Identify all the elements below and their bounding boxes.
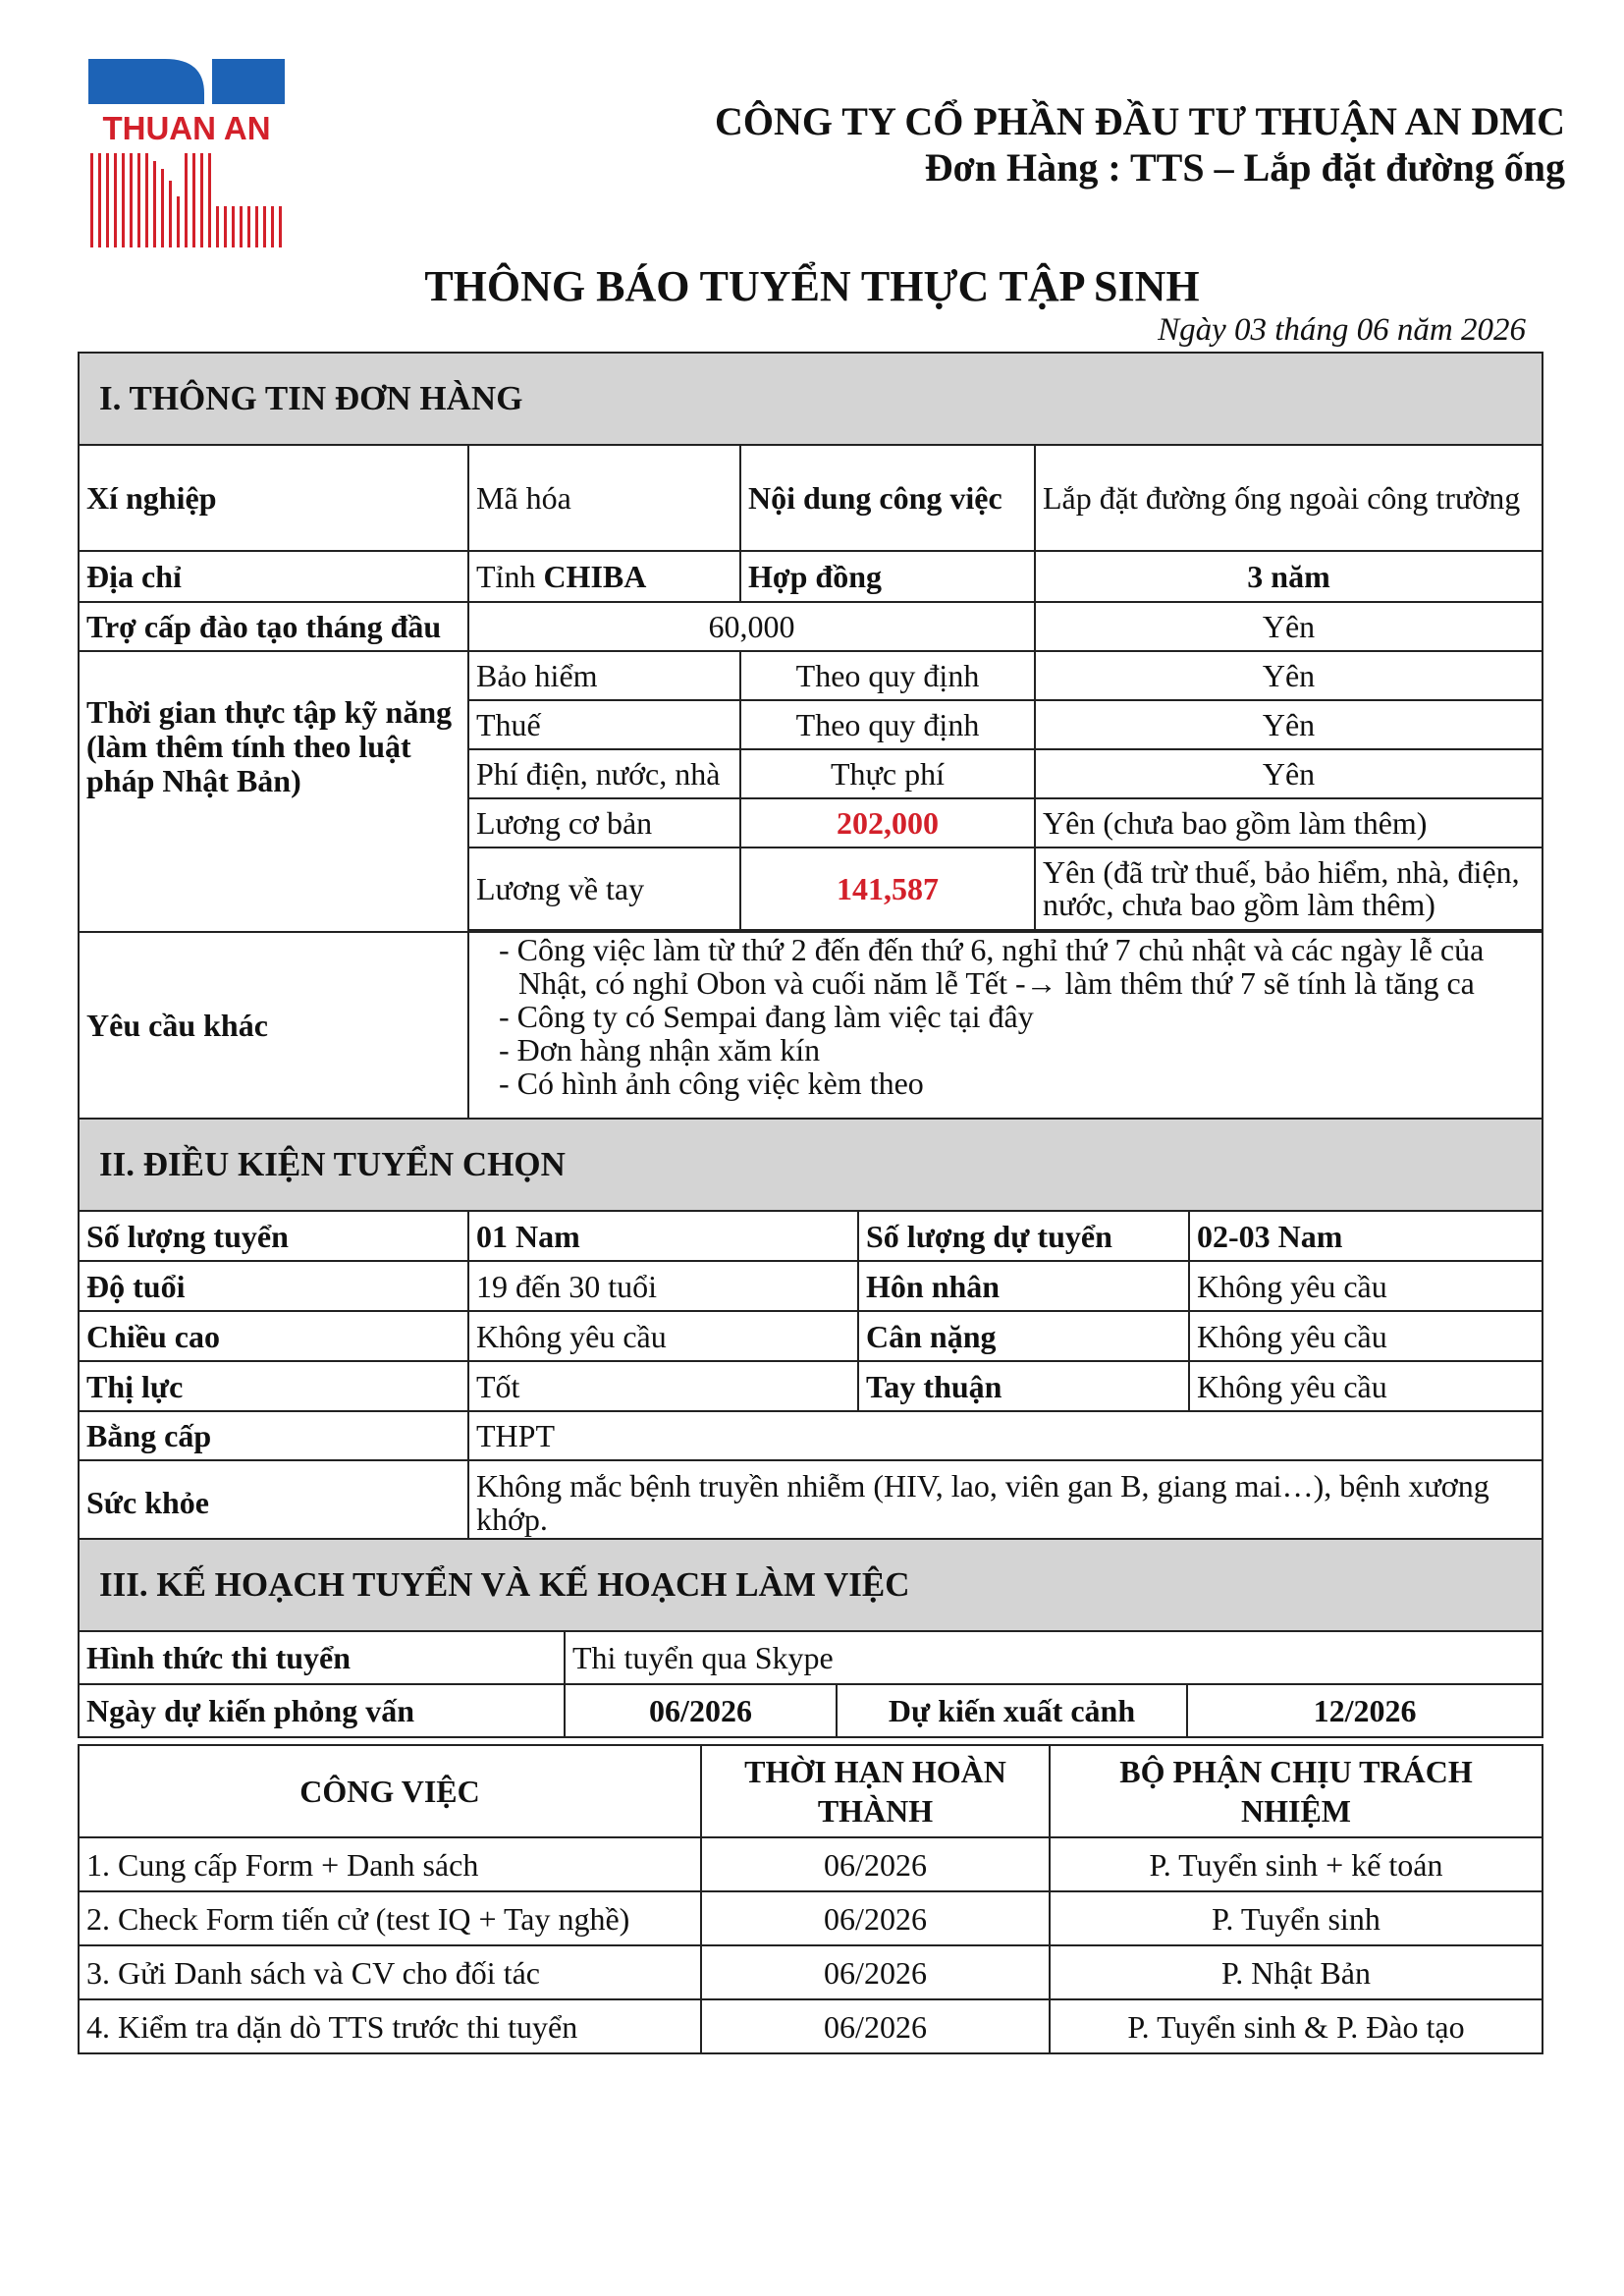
criteria-label: Số lượng tuyển: [79, 1211, 468, 1261]
criteria-label: Số lượng dự tuyển: [858, 1211, 1189, 1261]
net-salary-label: Lương về tay: [468, 847, 740, 930]
base-salary-value: 202,000: [740, 798, 1035, 847]
criteria-value: Không yêu cầu: [468, 1311, 858, 1361]
task-department: P. Nhật Bản: [1050, 1945, 1543, 1999]
column-header: CÔNG VIỆC: [79, 1745, 701, 1837]
cost-unit: Yên: [1035, 651, 1543, 700]
cost-value: Theo quy định: [740, 700, 1035, 749]
task-deadline: 06/2026: [701, 1837, 1050, 1891]
section-heading: III. KẾ HOẠCH TUYỂN VÀ KẾ HOẠCH LÀM VIỆC: [79, 1539, 1543, 1631]
address-value: CHIBA: [543, 559, 647, 594]
svg-text:THUAN AN: THUAN AN: [102, 110, 271, 146]
task-name: 3. Gửi Danh sách và CV cho đối tác: [79, 1945, 701, 1999]
base-salary-note: Yên (chưa bao gồm làm thêm): [1035, 798, 1543, 847]
cost-unit: Yên: [1035, 700, 1543, 749]
section-heading: I. THÔNG TIN ĐƠN HÀNG: [79, 353, 1543, 445]
table-row: [79, 1999, 1543, 2053]
criteria-label: Thị lực: [79, 1361, 468, 1411]
address-prefix: Tỉnh: [476, 559, 544, 594]
enterprise-label: Xí nghiệp: [79, 445, 468, 551]
degree-label: Bằng cấp: [79, 1411, 468, 1460]
document-title: THÔNG BÁO TUYỂN THỰC TẬP SINH: [424, 262, 1200, 310]
task-deadline: 06/2026: [701, 1891, 1050, 1945]
criteria-label: Cân nặng: [858, 1311, 1189, 1361]
criteria-value: Không yêu cầu: [1189, 1311, 1543, 1361]
enterprise-value: Mã hóa: [468, 445, 740, 551]
exam-form-value: Thi tuyển qua Skype: [565, 1631, 1543, 1684]
allowance-value: 60,000: [468, 602, 1035, 651]
order-info-table: [78, 352, 1543, 1120]
cost-value: Theo quy định: [740, 651, 1035, 700]
task-deadline: 06/2026: [701, 1999, 1050, 2053]
departure-label: Dự kiến xuất cảnh: [837, 1684, 1187, 1737]
interview-value: 06/2026: [565, 1684, 837, 1737]
document-date: Ngày 03 tháng 06 năm 2026: [1158, 312, 1526, 348]
table-row: [79, 1891, 1543, 1945]
table-row: [79, 1945, 1543, 1999]
interview-label: Ngày dự kiến phỏng vấn: [79, 1684, 565, 1737]
cost-label: Bảo hiểm: [468, 651, 740, 700]
allowance-unit: Yên: [1035, 602, 1543, 651]
base-salary-label: Lương cơ bản: [468, 798, 740, 847]
allowance-label: Trợ cấp đào tạo tháng đầu: [79, 602, 468, 651]
company-header: [715, 98, 1565, 191]
selection-criteria-table: [78, 1118, 1543, 1546]
task-name: 2. Check Form tiến cử (test IQ + Tay nghề): [79, 1891, 701, 1945]
task-table: [78, 1744, 1543, 2054]
period-label: Thời gian thực tập kỹ năng (làm thêm tính theo luật pháp Nhật Bản): [79, 651, 468, 932]
task-department: P. Tuyển sinh: [1050, 1891, 1543, 1945]
job-value: Lắp đặt đường ống ngoài công trường: [1035, 445, 1543, 551]
criteria-label: Độ tuổi: [79, 1261, 468, 1311]
task-department: P. Tuyển sinh & P. Đào tạo: [1050, 1999, 1543, 2053]
contract-label: Hợp đồng: [740, 551, 1035, 602]
address-cell: [468, 551, 740, 602]
departure-value: 12/2026: [1187, 1684, 1543, 1737]
task-department: P. Tuyển sinh + kế toán: [1050, 1837, 1543, 1891]
column-header: BỘ PHẬN CHỊU TRÁCH NHIỆM: [1050, 1745, 1543, 1837]
cost-label: Thuế: [468, 700, 740, 749]
criteria-value: 02-03 Nam: [1189, 1211, 1543, 1261]
health-label: Sức khỏe: [79, 1460, 468, 1545]
cost-unit: Yên: [1035, 749, 1543, 798]
list-item: - Công ty có Sempai đang làm việc tại đây: [479, 1000, 1542, 1033]
job-label: Nội dung công việc: [740, 445, 1035, 551]
criteria-value: Tốt: [468, 1361, 858, 1411]
plan-table: [78, 1538, 1543, 1738]
task-name: 4. Kiểm tra dặn dò TTS trước thi tuyển: [79, 1999, 701, 2053]
company-logo: [88, 59, 285, 247]
table-row: [79, 1837, 1543, 1891]
exam-form-label: Hình thức thi tuyển: [79, 1631, 565, 1684]
health-value: Không mắc bệnh truyền nhiễm (HIV, lao, viên gan B, giang mai…), bệnh xương khớp.: [468, 1460, 1543, 1545]
criteria-value: Không yêu cầu: [1189, 1261, 1543, 1311]
address-label: Địa chỉ: [79, 551, 468, 602]
criteria-label: Hôn nhân: [858, 1261, 1189, 1311]
company-name: CÔNG TY CỔ PHẦN ĐẦU TƯ THUẬN AN DMC: [715, 99, 1565, 143]
section-heading: II. ĐIỀU KIỆN TUYỂN CHỌN: [79, 1119, 1543, 1211]
criteria-value: 19 đến 30 tuổi: [468, 1261, 858, 1311]
contract-value: 3 năm: [1035, 551, 1543, 602]
cost-label: Phí điện, nước, nhà: [468, 749, 740, 798]
net-salary-note: Yên (đã trừ thuế, bảo hiểm, nhà, điện, nước, chưa bao gồm làm thêm): [1035, 847, 1543, 930]
list-item: - Công việc làm từ thứ 2 đến đến thứ 6, nghỉ thứ 7 chủ nhật và các ngày lễ của Nhật, có nghỉ Obon và cuối năm lễ Tết -→ làm thêm thứ 7 sẽ tính là tăng ca: [479, 933, 1542, 1000]
cost-value: Thực phí: [740, 749, 1035, 798]
list-item: - Có hình ảnh công việc kèm theo: [479, 1066, 1542, 1100]
list-item: - Đơn hàng nhận xăm kín: [479, 1033, 1542, 1066]
criteria-label: Tay thuận: [858, 1361, 1189, 1411]
criteria-label: Chiều cao: [79, 1311, 468, 1361]
criteria-value: 01 Nam: [468, 1211, 858, 1261]
task-name: 1. Cung cấp Form + Danh sách: [79, 1837, 701, 1891]
degree-value: THPT: [468, 1411, 1543, 1460]
column-header: THỜI HẠN HOÀN THÀNH: [701, 1745, 1050, 1837]
net-salary-value: 141,587: [740, 847, 1035, 930]
order-line: Đơn Hàng : TTS – Lắp đặt đường ống: [924, 145, 1565, 190]
task-deadline: 06/2026: [701, 1945, 1050, 1999]
other-requirements-label: Yêu cầu khác: [79, 932, 468, 1119]
other-requirements: [468, 932, 1543, 1119]
criteria-value: Không yêu cầu: [1189, 1361, 1543, 1411]
